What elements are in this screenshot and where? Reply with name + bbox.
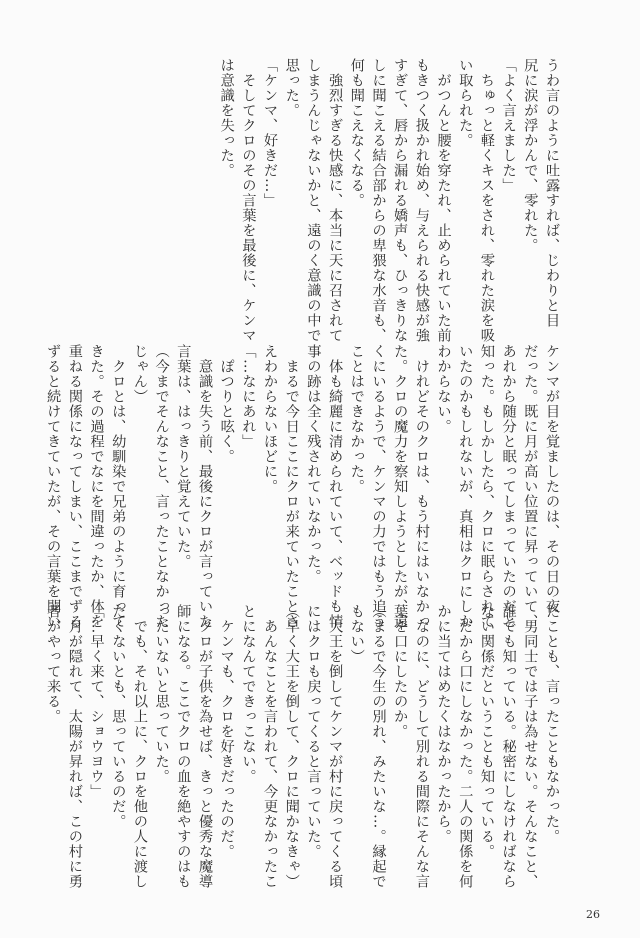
text-column: しに聞こえる結合部からの卑猥な水音も、 (370, 58, 387, 343)
text-column: 知った。もしかしたら、クロに眠らされて (478, 344, 495, 629)
text-column: だった。既に月が高い位置に昇っていて、 (522, 344, 539, 629)
text-column: にはクロも戻ってくると言っていた。 (305, 604, 322, 859)
text-column: 葉を口にしたのか。 (392, 604, 409, 739)
text-column: 意識を失う前、最後にクロが言っていた (197, 344, 213, 629)
text-column: ケンマが目を覚ましたのは、その日の夜 (544, 344, 560, 614)
text-column: そしてクロのその言葉を最後に、ケンマ (240, 58, 257, 343)
text-column: 「…早く来て、ショウヨウ」 (88, 604, 105, 799)
text-column: （早く大王を倒して、クロに聞かなきゃ） (283, 604, 300, 889)
text-block-1 (215, 58, 562, 343)
text-column: 者がやって来る。 (45, 604, 62, 724)
text-column: すぎて、唇から漏れる嬌声も、ひっきりな (392, 58, 409, 343)
text-column: しまうんじゃないかと、遠のく意識の中で (305, 58, 322, 343)
text-column: もきつく扱かれ始め、与えられる快感が強 (413, 58, 430, 343)
text-column: ことはできなかった。 (348, 344, 365, 494)
text-column: けれどそのクロは、もう村にはいなかっ (413, 344, 430, 629)
text-column: ったいないと思っていた。 (153, 604, 170, 784)
text-column: 男同士では子は為せない。そんなこと、 (522, 604, 539, 889)
text-column: いたのかもしれないが、真相はクロにしか (457, 344, 474, 629)
text-column: だから口にしなかった。二人の関係を何 (457, 604, 474, 889)
text-column: とになんてできっこない。 (240, 604, 257, 784)
text-block-3 (42, 604, 563, 889)
text-block-2 (42, 344, 563, 629)
text-column: 誰でも知っている。秘密にしなければなら (500, 604, 517, 889)
text-column: 思った。 (283, 58, 300, 118)
text-column: 尻に涙が浮かんで、零れた。 (522, 58, 539, 253)
text-column: 何も聞こえなくなる。 (348, 58, 365, 208)
text-column: 言葉は、はっきりと覚えていた。 (175, 344, 192, 569)
text-column: まるで今日ここにクロが来ていたことさ (283, 344, 300, 629)
text-column: うわ言のように吐露すれば、じわりと目 (544, 58, 560, 328)
text-column: もない） (348, 604, 365, 664)
text-column: ちゅっと軽くキスをされ、零れた涙を吸 (478, 58, 495, 343)
text-column: えわからないほどに。 (262, 344, 279, 494)
text-column: かに当てはめたくはなかったから。 (435, 604, 452, 844)
text-column: 体も綺麗に清められていて、ベッドも情 (327, 344, 344, 629)
text-column: がつんと腰を穿たれ、止められていた前 (435, 58, 452, 343)
text-column: クロとは、幼馴染で兄弟のように育って (110, 344, 127, 629)
text-column: 大王を倒してケンマが村に戻ってくる頃 (327, 604, 344, 889)
text-column: きた。その過程でなにを間違ったか、体を (88, 344, 105, 629)
text-column: ケンマも、クロを好きだったのだ。 (218, 604, 235, 859)
text-column: 「よく言えました」 (500, 58, 517, 193)
text-column: わからない。 (435, 344, 452, 434)
text-column: 重ねる関係になってしまい、ここまでずる (66, 344, 83, 629)
text-column: 事の跡は全く残されていなかった。 (305, 344, 322, 584)
text-column: でも、それ以上に、クロを他の人に渡し (131, 604, 148, 889)
text-column: 月が隠れて、太陽が昇れば、この村に勇 (66, 604, 83, 889)
text-column: ない関係だということも知っている。 (478, 604, 495, 859)
text-column: は意識を失った。 (218, 58, 235, 178)
text-column: あれから随分と眠ってしまっていたのだと (500, 344, 517, 629)
text-column: あんなことを言われて、今更なかったこ (262, 604, 279, 889)
text-column: じゃん） (131, 344, 148, 404)
text-column: （今までそんなこと、言ったことなかった (153, 344, 170, 629)
text-column: くにいるようで、ケンマの力ではもう追う (370, 344, 387, 629)
text-column: （まるで今生の別れ、みたいな…。縁起で (370, 604, 387, 889)
text-column: たくないとも、思っているのだ。 (110, 604, 127, 829)
text-column: なのに、どうして別れる間際にそんな言 (413, 604, 430, 889)
text-column: たことも、言ったこともなかった。 (544, 604, 560, 844)
text-column: 「…なにあれ」 (240, 344, 257, 449)
text-column: ぽつりと呟く。 (218, 344, 235, 464)
text-column: クロが子供を為せば、きっと優秀な魔導 (197, 604, 213, 889)
text-column: た。クロの魔力を察知しようとしたが、遠 (392, 344, 409, 629)
text-column: い取られた。 (457, 58, 474, 148)
page-number: 26 (586, 908, 600, 921)
text-column: 師になる。ここでクロの血を絶やすのはも (175, 604, 192, 889)
text-column: ずると続けてきていたが、その言葉を聞い (45, 344, 62, 629)
text-column: 「ケンマ、好きだ…」 (262, 58, 279, 208)
text-column: 強烈すぎる快感に、本当に天に召されて (327, 58, 344, 343)
